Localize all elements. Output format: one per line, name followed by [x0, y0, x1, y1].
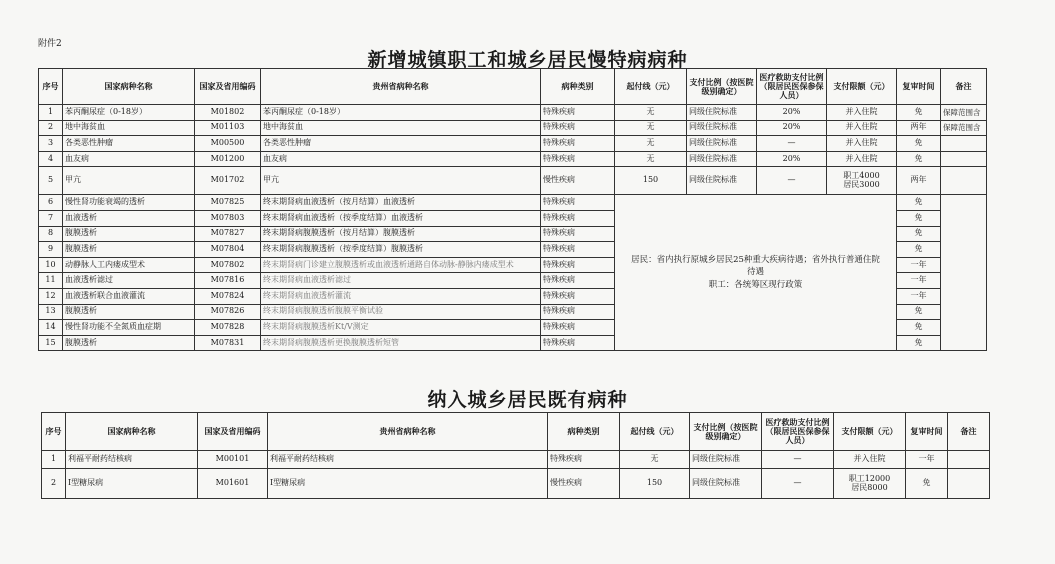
threshold-cell: 150	[620, 469, 690, 499]
seq-cell: 4	[39, 151, 63, 167]
header-threshold: 起付线（元）	[615, 69, 687, 105]
seq-cell: 1	[42, 451, 66, 469]
category-cell: 慢性疾病	[548, 469, 620, 499]
threshold-cell: 无	[615, 105, 687, 121]
category-cell: 慢性疾病	[541, 167, 615, 195]
header-limit: 支付限额（元）	[827, 69, 897, 105]
national-name-cell: 地中海贫血	[63, 120, 195, 136]
pay-ratio-cell: 同级住院标准	[687, 151, 757, 167]
remark-cell	[948, 451, 990, 469]
national-name-cell: 腹膜透析	[63, 242, 195, 258]
pay-ratio-cell: 同级住院标准	[690, 469, 762, 499]
province-name-cell: 利福平耐药结核病	[268, 451, 548, 469]
header-national-name: 国家病种名称	[66, 413, 198, 451]
header-pay-ratio: 支付比例（按医院级别确定）	[687, 69, 757, 105]
review-cell: 免	[897, 304, 941, 320]
remark-cell: 保障范围含	[941, 120, 987, 136]
category-cell: 特殊疾病	[541, 320, 615, 336]
review-cell: 两年	[897, 167, 941, 195]
limit-cell: 职工4000 居民3000	[827, 167, 897, 195]
review-cell: 一年	[897, 288, 941, 304]
review-cell: 免	[897, 136, 941, 152]
aid-ratio-cell: —	[757, 136, 827, 152]
review-cell: 免	[897, 151, 941, 167]
code-cell: M07804	[195, 242, 261, 258]
category-cell: 特殊疾病	[541, 288, 615, 304]
limit-cell: 并入住院	[827, 151, 897, 167]
header-pay-ratio: 支付比例（按医院级别确定）	[690, 413, 762, 451]
code-cell: M07824	[195, 288, 261, 304]
code-cell: M07828	[195, 320, 261, 336]
table-row	[39, 151, 987, 167]
review-cell: 免	[897, 210, 941, 226]
seq-cell: 15	[39, 335, 63, 351]
province-name-cell: 终末期肾病腹膜透析Kt/V测定	[261, 320, 541, 336]
review-cell: 一年	[906, 451, 948, 469]
header-review: 复审时间	[906, 413, 948, 451]
national-name-cell: 各类恶性肿瘤	[63, 136, 195, 152]
category-cell: 特殊疾病	[541, 242, 615, 258]
review-cell: 两年	[897, 120, 941, 136]
code-cell: M07827	[195, 226, 261, 242]
table2-title: 纳入城乡居民既有病种	[427, 389, 628, 411]
aid-ratio-cell: 20%	[757, 120, 827, 136]
remark-cell	[941, 195, 987, 351]
seq-cell: 6	[39, 195, 63, 211]
review-cell: 免	[897, 226, 941, 242]
province-name-cell: 终末期肾病血液透析灌流	[261, 288, 541, 304]
category-cell: 特殊疾病	[541, 257, 615, 273]
seq-cell: 5	[39, 167, 63, 195]
header-province-name: 贵州省病种名称	[261, 69, 541, 105]
code-cell: M07831	[195, 335, 261, 351]
pay-ratio-cell: 同级住院标准	[687, 136, 757, 152]
province-name-cell: 终末期肾病门诊建立腹膜透析或血液透析通路自体动脉-静脉内瘘成型术	[261, 257, 541, 273]
code-cell: M07826	[195, 304, 261, 320]
category-cell: 特殊疾病	[541, 335, 615, 351]
review-cell: 一年	[897, 257, 941, 273]
header-review: 复审时间	[897, 69, 941, 105]
review-cell: 免	[897, 105, 941, 121]
code-cell: M07803	[195, 210, 261, 226]
header-national-name: 国家病种名称	[63, 69, 195, 105]
seq-cell: 2	[42, 469, 66, 499]
header-aid-ratio: 医疗救助支付比例（限居民医保参保人员）	[757, 69, 827, 105]
category-cell: 特殊疾病	[541, 195, 615, 211]
category-cell: 特殊疾病	[548, 451, 620, 469]
province-name-cell: 地中海贫血	[261, 120, 541, 136]
category-cell: 特殊疾病	[541, 210, 615, 226]
header-category: 病种类别	[541, 69, 615, 105]
table-row	[39, 195, 987, 211]
province-name-cell: 终末期肾病血液透析（按季度结算）血液透析	[261, 210, 541, 226]
table-row	[42, 469, 990, 499]
header-remark: 备注	[948, 413, 990, 451]
table-row	[39, 136, 987, 152]
national-name-cell: 血液透析	[63, 210, 195, 226]
national-name-cell: 慢性肾功能衰竭的透析	[63, 195, 195, 211]
limit-cell: 并入住院	[827, 105, 897, 121]
seq-cell: 13	[39, 304, 63, 320]
threshold-cell: 150	[615, 167, 687, 195]
table-row	[42, 451, 990, 469]
national-name-cell: 血液透析滤过	[63, 273, 195, 289]
aid-ratio-cell: —	[757, 167, 827, 195]
header-province-name: 贵州省病种名称	[268, 413, 548, 451]
province-name-cell: 终末期肾病腹膜透析（按月结算）腹膜透析	[261, 226, 541, 242]
aid-ratio-cell: 20%	[757, 151, 827, 167]
pay-ratio-cell: 同级住院标准	[690, 451, 762, 469]
national-name-cell: 血友病	[63, 151, 195, 167]
national-name-cell: 动静脉人工内瘘成型术	[63, 257, 195, 273]
national-name-cell: 腹膜透析	[63, 335, 195, 351]
code-cell: M01601	[198, 469, 268, 499]
threshold-cell: 无	[615, 120, 687, 136]
seq-cell: 1	[39, 105, 63, 121]
pay-ratio-cell: 同级住院标准	[687, 105, 757, 121]
existing-diseases-table	[41, 412, 990, 499]
seq-cell: 11	[39, 273, 63, 289]
header-remark: 备注	[941, 69, 987, 105]
limit-cell: 并入住院	[834, 451, 906, 469]
category-cell: 特殊疾病	[541, 226, 615, 242]
national-name-cell: 血液透析联合血液灌流	[63, 288, 195, 304]
category-cell: 特殊疾病	[541, 120, 615, 136]
seq-cell: 12	[39, 288, 63, 304]
category-cell: 特殊疾病	[541, 105, 615, 121]
national-name-cell: 苯丙酮尿症（0-18岁）	[63, 105, 195, 121]
table1-header-row	[39, 69, 987, 105]
pay-ratio-cell: 同级住院标准	[687, 120, 757, 136]
category-cell: 特殊疾病	[541, 273, 615, 289]
threshold-cell: 无	[620, 451, 690, 469]
seq-cell: 3	[39, 136, 63, 152]
merged-policy-note: 居民：省内执行原城乡居民25种重大疾病待遇；省外执行普通住院待遇 职工：各统筹区现行政策	[615, 195, 897, 351]
limit-cell: 并入住院	[827, 136, 897, 152]
remark-cell	[941, 151, 987, 167]
national-name-cell: 腹膜透析	[63, 304, 195, 320]
category-cell: 特殊疾病	[541, 304, 615, 320]
code-cell: M07816	[195, 273, 261, 289]
header-national-code: 国家及省用编码	[195, 69, 261, 105]
review-cell: 免	[897, 335, 941, 351]
category-cell: 特殊疾病	[541, 151, 615, 167]
seq-cell: 10	[39, 257, 63, 273]
seq-cell: 14	[39, 320, 63, 336]
code-cell: M01200	[195, 151, 261, 167]
seq-cell: 7	[39, 210, 63, 226]
aid-ratio-cell: —	[762, 469, 834, 499]
attachment-label: 附件2	[38, 39, 62, 49]
national-name-cell: 利福平耐药结核病	[66, 451, 198, 469]
province-name-cell: 终末期肾病血液透析滤过	[261, 273, 541, 289]
seq-cell: 2	[39, 120, 63, 136]
national-name-cell: 腹膜透析	[63, 226, 195, 242]
province-name-cell: 终末期肾病血液透析（按月结算）血液透析	[261, 195, 541, 211]
remark-cell: 保障范围含	[941, 105, 987, 121]
seq-cell: 9	[39, 242, 63, 258]
code-cell: M07825	[195, 195, 261, 211]
province-name-cell: 终末期肾病腹膜透析腹膜平衡试验	[261, 304, 541, 320]
seq-cell: 8	[39, 226, 63, 242]
code-cell: M01802	[195, 105, 261, 121]
pay-ratio-cell: 同级住院标准	[687, 167, 757, 195]
aid-ratio-cell: —	[762, 451, 834, 469]
national-name-cell: 慢性肾功能不全氮质血症期	[63, 320, 195, 336]
header-aid-ratio: 医疗救助支付比例（限居民医保参保人员）	[762, 413, 834, 451]
province-name-cell: 苯丙酮尿症（0-18岁）	[261, 105, 541, 121]
province-name-cell: 终末期肾病腹膜透析更换腹膜透析短管	[261, 335, 541, 351]
province-name-cell: 血友病	[261, 151, 541, 167]
threshold-cell: 无	[615, 136, 687, 152]
review-cell: 一年	[897, 273, 941, 289]
province-name-cell: I型糖尿病	[268, 469, 548, 499]
review-cell: 免	[897, 242, 941, 258]
national-name-cell: I型糖尿病	[66, 469, 198, 499]
limit-cell: 并入住院	[827, 120, 897, 136]
province-name-cell: 终末期肾病腹膜透析（按季度结算）腹膜透析	[261, 242, 541, 258]
table1-title: 新增城镇职工和城乡居民慢特病病种	[367, 49, 688, 71]
threshold-cell: 无	[615, 151, 687, 167]
review-cell: 免	[906, 469, 948, 499]
table-row	[39, 167, 987, 195]
header-seq: 序号	[39, 69, 63, 105]
province-name-cell: 各类恶性肿瘤	[261, 136, 541, 152]
table-row	[39, 105, 987, 121]
header-threshold: 起付线（元）	[620, 413, 690, 451]
header-limit: 支付限额（元）	[834, 413, 906, 451]
remark-cell	[941, 167, 987, 195]
code-cell: M00500	[195, 136, 261, 152]
table-row	[39, 120, 987, 136]
national-name-cell: 甲亢	[63, 167, 195, 195]
limit-cell: 职工12000 居民8000	[834, 469, 906, 499]
review-cell: 免	[897, 320, 941, 336]
review-cell: 免	[897, 195, 941, 211]
table2-header-row	[42, 413, 990, 451]
code-cell: M01103	[195, 120, 261, 136]
header-seq: 序号	[42, 413, 66, 451]
code-cell: M01702	[195, 167, 261, 195]
header-national-code: 国家及省用编码	[198, 413, 268, 451]
new-diseases-table	[38, 68, 987, 351]
remark-cell	[948, 469, 990, 499]
code-cell: M07802	[195, 257, 261, 273]
header-category: 病种类别	[548, 413, 620, 451]
code-cell: M00101	[198, 451, 268, 469]
province-name-cell: 甲亢	[261, 167, 541, 195]
aid-ratio-cell: 20%	[757, 105, 827, 121]
remark-cell	[941, 136, 987, 152]
category-cell: 特殊疾病	[541, 136, 615, 152]
